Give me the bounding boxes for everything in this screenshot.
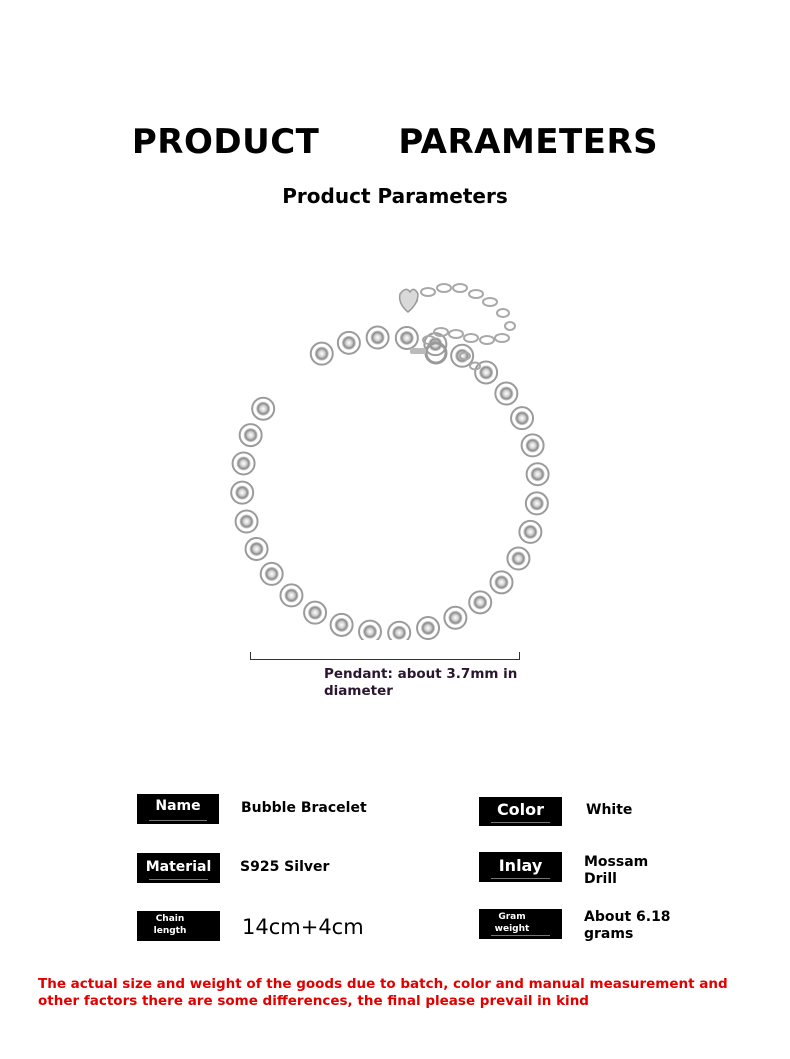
gram-weight-label-text bbox=[479, 911, 545, 935]
bead-stone bbox=[363, 625, 377, 639]
name-label bbox=[137, 794, 219, 824]
bead-stone bbox=[256, 402, 270, 416]
chain-label-line1: Chain bbox=[155, 914, 185, 924]
chain-length-label-text bbox=[137, 913, 203, 937]
page-title: PRODUCT PARAMETERS bbox=[131, 122, 659, 162]
color-value: White bbox=[586, 802, 633, 818]
bead-stone bbox=[265, 567, 279, 581]
bead-stone bbox=[342, 336, 356, 350]
bead-stone bbox=[315, 347, 329, 361]
inlay-value-line1: Mossam bbox=[584, 854, 649, 870]
bracelet-image bbox=[200, 260, 580, 640]
inlay-value bbox=[584, 854, 648, 888]
weight-value-line1: About 6.18 bbox=[584, 909, 671, 925]
material-value: S925 Silver bbox=[240, 859, 330, 875]
bead-stone bbox=[515, 411, 529, 425]
divider bbox=[491, 822, 550, 823]
bead-stone bbox=[335, 618, 349, 632]
bead-stone bbox=[371, 331, 385, 345]
weight-label-line2: weight bbox=[494, 924, 530, 934]
bead-stone bbox=[511, 552, 525, 566]
bead-stone bbox=[479, 365, 493, 379]
color-label bbox=[479, 797, 562, 826]
bead-stone bbox=[235, 486, 249, 500]
chain-label-line2: length bbox=[153, 926, 187, 936]
bead-stone bbox=[499, 387, 513, 401]
bead-stone bbox=[308, 606, 322, 620]
bead-stone bbox=[421, 621, 435, 635]
bracelet-beads bbox=[231, 327, 548, 640]
dimension-line bbox=[250, 652, 520, 660]
weight-label-line1: Gram bbox=[498, 912, 526, 922]
inlay-label bbox=[479, 852, 562, 882]
bead-stone bbox=[523, 525, 537, 539]
name-label-text: Name bbox=[155, 798, 201, 814]
material-label bbox=[137, 853, 220, 883]
chain-length-value: 14cm+4cm bbox=[242, 915, 364, 939]
bead-stone bbox=[237, 456, 251, 470]
divider bbox=[149, 879, 208, 880]
color-label-text: Color bbox=[496, 800, 545, 819]
bead-stone bbox=[455, 349, 469, 363]
bead-stone bbox=[448, 611, 462, 625]
weight-value-line2: grams bbox=[584, 926, 634, 942]
inlay-value-line2: Drill bbox=[584, 871, 617, 887]
bead-stone bbox=[531, 467, 545, 481]
bead-stone bbox=[392, 626, 406, 640]
chain-length-label bbox=[137, 911, 220, 941]
page-subtitle: Product Parameters bbox=[282, 184, 508, 208]
pendant-size-note: Pendant: about 3.7mm in diameter bbox=[324, 666, 518, 699]
bead-stone bbox=[244, 428, 258, 442]
bead-stone bbox=[400, 331, 414, 345]
inlay-label-text: Inlay bbox=[498, 856, 543, 875]
bead-stone bbox=[240, 514, 254, 528]
material-label-text: Material bbox=[145, 859, 212, 875]
bead-stone bbox=[250, 542, 264, 556]
divider bbox=[491, 878, 550, 879]
divider bbox=[149, 820, 207, 821]
name-value: Bubble Bracelet bbox=[241, 800, 367, 816]
bead-stone bbox=[526, 438, 540, 452]
bead-stone bbox=[530, 496, 544, 510]
gram-weight-value bbox=[584, 909, 671, 943]
bead-stone bbox=[494, 575, 508, 589]
bead-stone bbox=[473, 595, 487, 609]
divider bbox=[491, 935, 550, 936]
bead-stone bbox=[284, 588, 298, 602]
gram-weight-label bbox=[479, 909, 562, 939]
disclaimer-text: The actual size and weight of the goods due to batch, color and manual measurement and other factors there are some differences, the final please prevail in kind bbox=[38, 976, 728, 1009]
